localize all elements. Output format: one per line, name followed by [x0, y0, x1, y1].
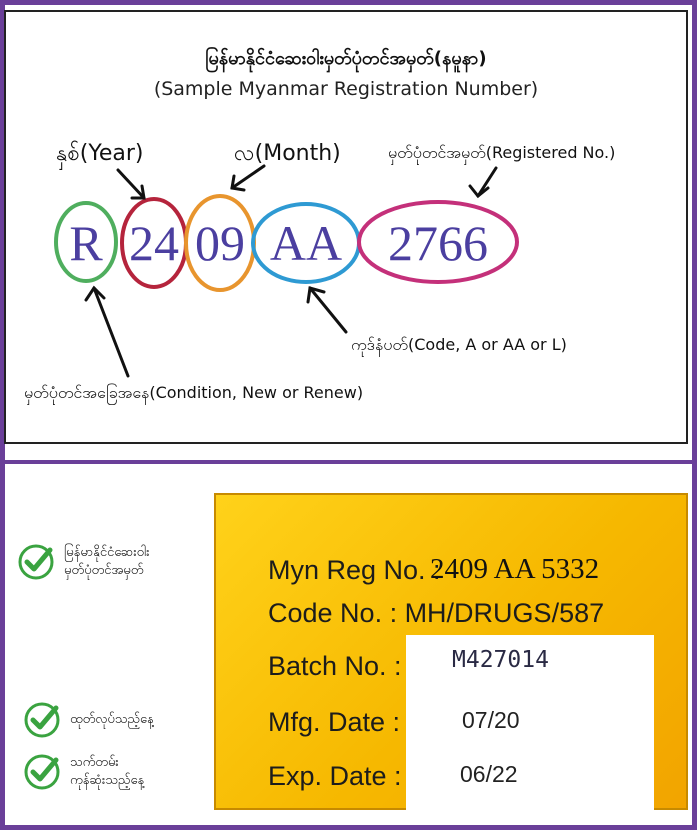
- segment-condition: R: [69, 215, 103, 271]
- title-myanmar: မြန်မာနိုင်ငံဆေးဝါးမှတ်ပုံတင်အမှတ်(နမူနာ): [205, 48, 487, 69]
- registered-label: မှတ်ပုံတင်အမှတ်(Registered No.): [388, 143, 616, 162]
- check-label-registration: [64, 544, 150, 580]
- year-arrow: [118, 170, 144, 198]
- code-label: ကုဒ်နံပတ်(Code, A or AA or L): [351, 335, 567, 354]
- month-label: လ(Month): [234, 141, 341, 166]
- segment-registered: 2766: [388, 215, 488, 271]
- green-check-icon: [22, 752, 62, 792]
- check-item-registration: [16, 542, 150, 582]
- segment-code: AA: [269, 215, 343, 271]
- title-english: (Sample Myanmar Registration Number): [153, 78, 539, 100]
- stamp-area: [406, 635, 654, 810]
- section-divider: [0, 460, 697, 464]
- green-check-icon: [16, 542, 56, 582]
- condition-arrow: [94, 288, 128, 376]
- check-label-exp-line2: ကုန်ဆုံးသည့်နေ့: [70, 773, 145, 788]
- check-label-registration-line: မြန်မာနိုင်ငံဆေးဝါး: [64, 545, 150, 560]
- check-label-exp-line: သက်တမ်း: [70, 755, 119, 770]
- reg-no-value: 2409 AA 5332: [430, 553, 600, 585]
- mfg-date-value: 07/20: [462, 707, 520, 733]
- check-label-exp: [70, 754, 144, 790]
- product-label-card: [214, 493, 688, 810]
- segment-year: 24: [129, 215, 179, 271]
- batch-no-label: Batch No. :: [268, 651, 402, 681]
- check-item-mfg: [22, 700, 154, 740]
- registered-arrow: [478, 168, 496, 196]
- mfg-date-label: Mfg. Date :: [268, 707, 401, 737]
- reg-no-label: Myn Reg No. :: [268, 555, 441, 585]
- condition-label: မှတ်ပုံတင်အခြေအနေ(Condition, New or Renew): [24, 383, 364, 402]
- green-check-icon: [22, 700, 62, 740]
- exp-date-value: 06/22: [460, 761, 518, 787]
- check-item-exp: [22, 752, 144, 792]
- segment-month: 09: [195, 215, 245, 271]
- registered-arrow-head: [470, 186, 488, 196]
- check-label-registration-line2: မှတ်ပုံတင်အမှတ်: [64, 563, 144, 578]
- check-label-mfg: ထုတ်လုပ်သည့်နေ့: [70, 712, 154, 727]
- exp-date-label: Exp. Date :: [268, 761, 402, 791]
- month-arrow: [232, 166, 264, 188]
- code-arrow: [310, 288, 346, 332]
- registration-diagram-panel: [4, 10, 688, 444]
- code-no-label: Code No. : MH/DRUGS/587: [268, 598, 605, 628]
- registration-number-diagram: [6, 12, 690, 446]
- year-label: နှစ်(Year): [56, 141, 144, 166]
- batch-no-value: M427014: [452, 647, 549, 673]
